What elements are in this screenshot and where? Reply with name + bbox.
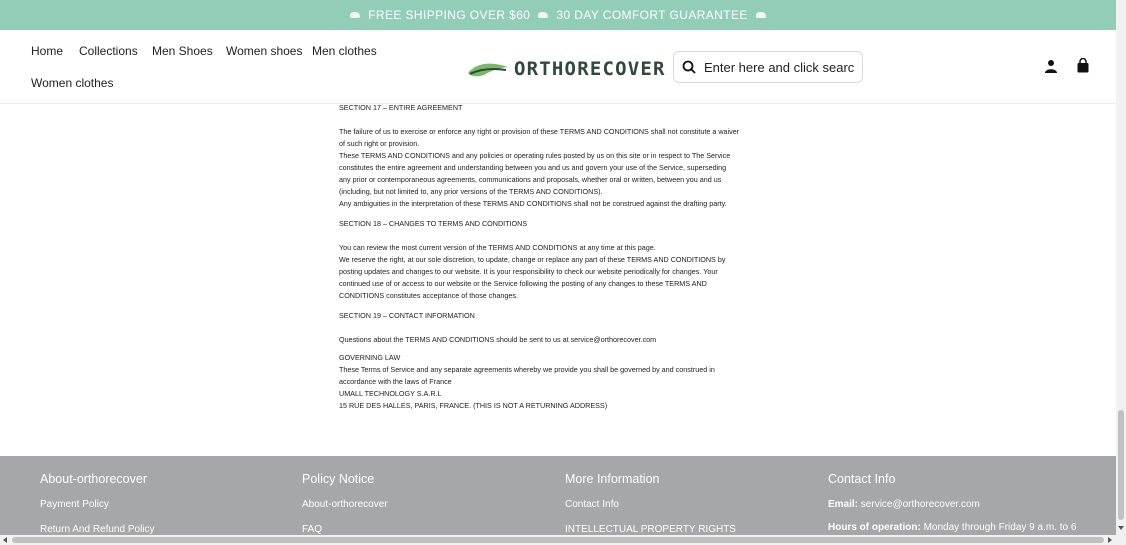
nav-women-shoes[interactable]: Women shoes [226, 44, 303, 58]
footer-link-return-policy[interactable]: Return And Refund Policy [40, 524, 155, 535]
footer-col3-title: More Information [565, 472, 660, 486]
nav-women-clothes[interactable]: Women clothes [31, 76, 114, 90]
footer-hours [828, 522, 1076, 533]
vertical-scrollbar[interactable] [1116, 0, 1126, 545]
nav-men-clothes[interactable]: Men clothes [312, 44, 377, 58]
nav-men-shoes[interactable]: Men Shoes [152, 44, 213, 58]
vertical-scroll-thumb[interactable] [1118, 410, 1124, 520]
footer-hours-label: Hours of operation: [828, 522, 921, 533]
announcement-guarantee: 30 DAY COMFORT GUARANTEE [556, 8, 748, 22]
section-19-line: Questions about the TERMS AND CONDITIONS should be sent to us at service@orthorecover.com [339, 335, 657, 344]
governing-law-line: UMALL TECHNOLOGY S.A.R.L [339, 389, 442, 398]
governing-law-line: accordance with the laws of France [339, 377, 452, 386]
site-logo[interactable] [466, 55, 666, 83]
terms-content [339, 102, 779, 412]
nav-home[interactable]: Home [31, 44, 64, 58]
site-footer [0, 456, 1116, 545]
footer-email-value[interactable]: service@orthorecover.com [860, 499, 980, 510]
search-box[interactable] [673, 51, 863, 83]
section-19-title: SECTION 19 – CONTACT INFORMATION [339, 311, 475, 320]
section-17-line: any prior or contemporaneous agreements, communications and proposals, whether oral or written, between you and us [339, 175, 722, 184]
announcement-bar [0, 0, 1116, 30]
governing-law-line: 15 RUE DES HALLES, PARIS, FRANCE. (THIS IS NOT A RETURNING ADDRESS) [339, 401, 608, 410]
scroll-right-arrow-icon[interactable] [1108, 537, 1112, 543]
footer-col4-title: Contact Info [828, 472, 896, 486]
section-17-line: The failure of us to exercise or enforce any right or provision of these TERMS AND CONDITIONS shall not constitute a waiver [339, 127, 740, 136]
section-18-line: posting updates and changes to our website. It is your responsibility to check our website periodically for changes. Your [339, 267, 718, 276]
section-18-title: SECTION 18 – CHANGES TO TERMS AND CONDITIONS [339, 219, 528, 228]
governing-law-line: GOVERNING LAW [339, 353, 401, 362]
section-17-line: (including, but not limited to, any prior versions of the TERMS AND CONDITIONS). [339, 187, 603, 196]
nav-collections[interactable]: Collections [79, 44, 138, 58]
section-18-line: CONDITIONS constitutes acceptance of those changes. [339, 291, 518, 300]
section-17-line: constitutes the entire agreement and understanding between you and us and govern your use of the Service, superseding [339, 163, 727, 172]
scroll-left-arrow-icon[interactable] [3, 537, 7, 543]
section-18-line: continued use of or access to our website or the Service following the posting of any changes to these TERMS AND [339, 279, 707, 288]
footer-link-faq[interactable]: FAQ [302, 524, 323, 535]
shoe-icon [756, 12, 766, 18]
search-input[interactable] [704, 60, 854, 75]
section-18-line: You can review the most current version of the TERMS AND CONDITIONS at any time at this page. [339, 243, 656, 252]
shoe-icon [350, 12, 360, 18]
section-17-line: These TERMS AND CONDITIONS and any policies or operating rules posted by us on this site or in respect to The Service [339, 151, 731, 160]
footer-email-label: Email: [828, 499, 859, 510]
logo-text: ORTHORECOVER [514, 58, 666, 80]
section-18-line: We reserve the right, at our sole discretion, to update, change or replace any part of these TERMS AND CONDITIONS by [339, 255, 726, 264]
site-header [0, 30, 1116, 104]
footer-link-contact-info[interactable]: Contact Info [565, 499, 619, 510]
footer-email [828, 499, 980, 510]
announcement-shipping: FREE SHIPPING OVER $60 [368, 8, 531, 22]
footer-link-ip-rights[interactable]: INTELLECTUAL PROPERTY RIGHTS [565, 524, 736, 535]
user-icon[interactable] [1044, 59, 1060, 75]
footer-link-payment-policy[interactable]: Payment Policy [40, 499, 109, 510]
section-17-line: of such right or provision. [339, 139, 420, 148]
section-17-title: SECTION 17 – ENTIRE AGREEMENT [339, 103, 463, 112]
search-icon[interactable] [682, 60, 696, 74]
scroll-down-arrow-icon[interactable] [1118, 526, 1124, 530]
horizontal-scrollbar[interactable] [0, 535, 1116, 545]
footer-link-about[interactable]: About-orthorecover [302, 499, 388, 510]
horizontal-scroll-thumb[interactable] [12, 537, 1104, 543]
shoe-logo-icon [466, 59, 510, 79]
footer-col1-title: About-orthorecover [40, 472, 148, 486]
bag-icon[interactable] [1076, 58, 1092, 74]
section-17-line: Any ambiguities in the interpretation of these TERMS AND CONDITIONS shall not be construed against the drafting party. [339, 199, 727, 208]
shoe-icon [538, 12, 548, 18]
footer-hours-value: Monday through Friday 9 a.m. to 6 [923, 522, 1077, 533]
footer-col2-title: Policy Notice [302, 472, 375, 486]
governing-law-line: These Terms of Service and any separate agreements whereby we provide you shall be governed by and construed in [339, 365, 715, 374]
